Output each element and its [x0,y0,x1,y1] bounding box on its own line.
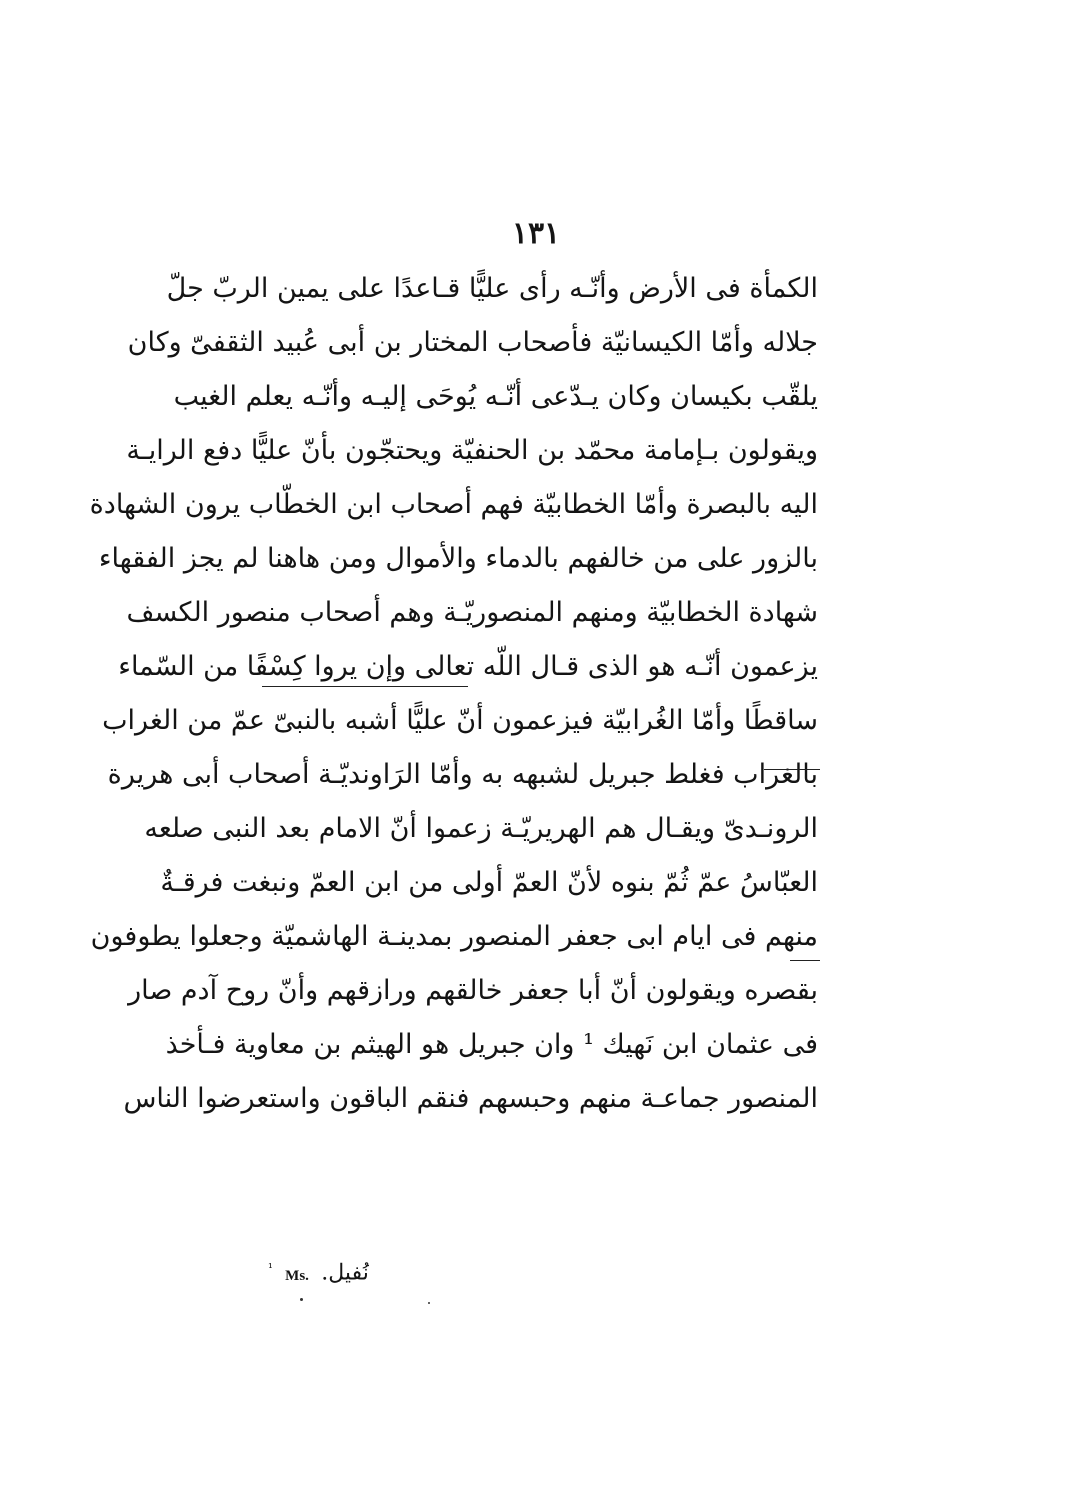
text-line: بالغراب فغلط جبريل لشبهه به وأمّا الرَاونديّـة أصحاب أبى هريرة [107,759,818,790]
scan-speck [300,1298,303,1301]
text-line: ساقطًا وأمّا الغُرابيّة فيزعمون أنّ عليًّا أشبه بالنبىّ عمّ من الغراب [102,705,818,736]
footnote [268,1248,428,1288]
text-line: اليه بالبصرة وأمّا الخطابيّة فهم أصحاب ابن الخطّاب يرون الشهادة [89,489,818,520]
main-text [89,262,818,1126]
footnote-marker: ¹ [268,1261,273,1275]
text-line: العبّاسُ عمّ ثُمّ بنوه لأنّ العمّ أولى من ابن العمّ ونبغت فرقـةٌ [160,867,818,898]
annotation-underline [790,960,820,961]
text-line: الكمأة فى الأرض وأنّـه رأى عليًّا قـاعدًا على يمين الربّ جلّ [166,273,818,304]
annotation-underline [764,769,820,770]
annotation-underline [262,686,468,687]
footnote-reading: نُفيل. [321,1260,369,1286]
text-line: فى عثمان ابن نَهيك ¹ وان جبريل هو الهيثم بن معاوية فـأخذ [165,1029,818,1060]
text-line: الرونـدىّ ويقـال هم الهريريّـة زعموا أنّ الامام بعد النبى صلعه [144,813,818,844]
text-line: جلاله وأمّا الكيسانيّة فأصحاب المختار بن أبى عُبيد الثقفىّ وكان [127,327,818,358]
text-line: منهم فى ايام ابى جعفر المنصور بمدينـة الهاشميّة وجعلوا يطوفون [90,921,818,952]
text-line: يزعمون أنّـه هو الذى قـال اللّه تعالى وإن يروا كِسْفًا من السّماء [118,651,818,682]
text-line: المنصور جماعـة منهم وحبسهم فنقم الباقون واستعرضوا الناس [123,1083,818,1114]
scan-speck [428,1302,430,1304]
footnote-source: Ms. [285,1267,309,1284]
text-line: يلقّب بكيسان وكان يـدّعى أنّـه يُوحَى إليـه وأنّـه يعلم الغيب [173,381,818,412]
page-number: ١٣١ [511,216,561,251]
text-line: شهادة الخطابيّة ومنهم المنصوريّـة وهم أصحاب منصور الكسف [126,597,818,628]
text-line: ويقولون بـإمامة محمّد بن الحنفيّة ويحتجّون بأنّ عليًّا دفع الرايـة [126,435,818,466]
text-line: بالزور على من خالفهم بالدماء والأموال ومن هاهنا لم يجز الفقهاء [98,543,818,574]
text-line: بقصره ويقولون أنّ أبا جعفر خالقهم ورازقهم وأنّ روح آدم صار [128,975,818,1006]
